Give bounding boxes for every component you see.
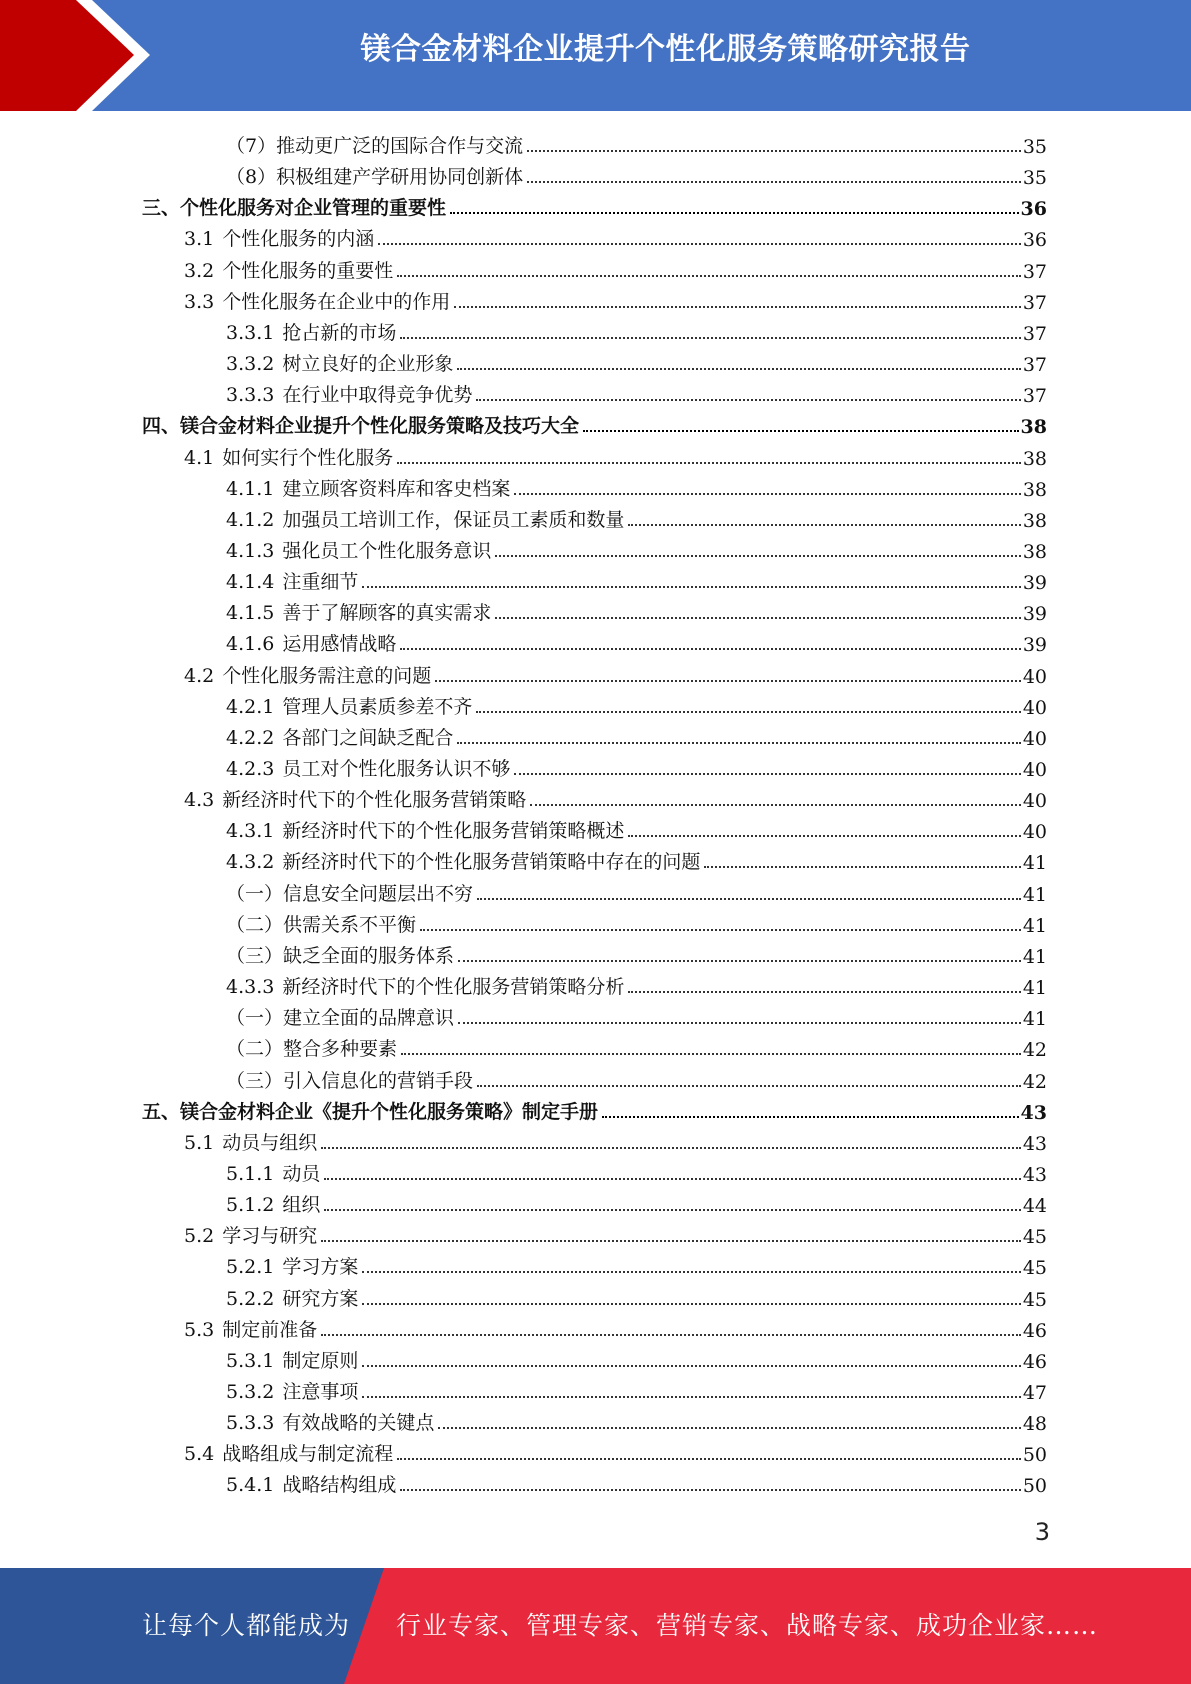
toc-dot-leader [457,368,1020,370]
toc-entry-label [226,1346,360,1373]
toc-entry-text: 新经济时代下的个性化服务营销策略分析 [282,976,625,999]
toc-page-number: 40 [1022,790,1047,813]
toc-entry-label [184,1128,319,1155]
report-title: 镁合金材料企业提升个性化服务策略研究报告 [360,32,971,67]
toc-dot-leader [514,493,1020,495]
toc-entry-label [226,536,493,563]
toc-dot-leader [362,1396,1020,1398]
toc-entry-text: 注重细节 [282,571,359,594]
toc-page-number: 38 [1022,509,1047,532]
toc-entry[interactable] [226,1404,1047,1435]
toc-entry-text: 战略组成与制定流程 [222,1443,394,1466]
toc-entry-text: 各部门之间缺乏配合 [282,726,454,749]
toc-entry-label [226,972,626,999]
toc-entry-number: 4.1.6 [226,633,275,656]
toc-dot-leader [454,306,1021,308]
toc-entry-number: 5.1.2 [226,1194,275,1217]
toc-entry-number: 4.1.1 [226,477,275,500]
toc-entry-text: （二）供需关系不平衡 [226,913,417,936]
toc-entry-text: 动员 [282,1162,321,1185]
toc-entry[interactable] [226,501,1047,532]
toc-dot-leader [324,1209,1020,1211]
toc-dot-leader [438,1427,1020,1429]
toc-entry-number: 4.3.3 [226,976,275,999]
toc-entry-number: 5.4 [184,1443,215,1466]
toc-page-number: 46 [1022,1350,1047,1373]
toc-dot-leader [321,1147,1021,1149]
toc-entry-number: 5.3.1 [226,1349,275,1372]
toc-entry-text: 新经济时代下的个性化服务营销策略概述 [282,820,625,843]
toc-entry-label [226,318,398,345]
toc-entry-label [184,661,433,688]
toc-page-number: 41 [1022,945,1047,968]
toc-entry-label [226,349,455,376]
toc-page-number: 40 [1022,727,1047,750]
toc-dot-leader [362,1303,1020,1305]
toc-entry-number: 5.1.1 [226,1162,275,1185]
toc-dot-leader [362,586,1020,588]
toc-dot-leader [397,275,1021,277]
toc-entry[interactable] [184,781,1047,812]
toc-entry[interactable] [226,1030,1047,1061]
toc-dot-leader [321,1240,1021,1242]
toc-entry-label [226,380,474,407]
toc-entry[interactable] [226,1373,1047,1404]
toc-entry-number: 4.1.2 [226,508,275,531]
toc-entry-text: 加强员工培训工作，保证员工素质和数量 [282,508,625,531]
toc-entry-label [226,1470,398,1497]
toc-entry-text: 战略结构组成 [282,1474,397,1497]
toc-entry[interactable] [226,812,1047,843]
toc-entry[interactable] [226,625,1047,656]
toc-page-number: 43 [1022,1132,1047,1155]
toc-entry-text: 如何实行个性化服务 [222,446,394,469]
toc-dot-leader [477,898,1021,900]
toc-entry-text: 组织 [282,1194,321,1217]
toc-entry[interactable] [226,376,1047,407]
toc-page-number: 38 [1022,478,1047,501]
toc-entry-label [142,411,581,438]
toc-entry-label [226,941,456,968]
toc-entry-text: （8）积极组建产学研用协同创新体 [226,166,524,189]
toc-entry-number: 4.3.1 [226,820,275,843]
toc-entry-text: 四、镁合金材料企业提升个性化服务策略及技巧大全 [142,415,580,438]
toc-dot-leader [401,1053,1021,1055]
toc-dot-leader [458,1022,1021,1024]
toc-entry-number: 3.1 [184,228,215,251]
toc-dot-leader [397,462,1021,464]
toc-entry-label [226,629,398,656]
toc-entry-label [226,847,702,874]
toc-entry-text: 五、镁合金材料企业《提升个性化服务策略》制定手册 [142,1100,599,1123]
toc-entry-text: 制定前准备 [222,1318,318,1341]
toc-dot-leader [420,929,1021,931]
toc-page-number: 36 [1020,198,1047,221]
toc-entry-text: 员工对个性化服务认识不够 [282,758,511,780]
toc-page-number: 40 [1022,696,1047,719]
toc-entry[interactable] [226,688,1047,719]
toc-entry[interactable] [226,1248,1047,1279]
toc-entry-label [226,162,525,189]
toc-entry-label [226,692,474,719]
toc-dot-leader [583,430,1019,432]
toc-page-number: 36 [1022,229,1047,252]
toc-entry[interactable] [226,314,1047,345]
toc-dot-leader [476,711,1020,713]
toc-entry-label [226,505,626,532]
toc-entry-text: 强化员工个性化服务意识 [282,539,492,562]
toc-entry-number: 5.3.3 [226,1412,275,1435]
toc-entry-text: 善于了解顾客的真实需求 [282,602,492,625]
toc-entry-text: 抢占新的市场 [282,321,397,344]
toc-entry[interactable] [226,968,1047,999]
toc-entry[interactable] [142,189,1047,220]
toc-dot-leader [362,1271,1020,1273]
toc-entry-text: 个性化服务需注意的问题 [222,664,432,687]
toc-page-number: 38 [1022,540,1047,563]
toc-dot-leader [514,773,1020,775]
toc-page-number: 40 [1022,821,1047,844]
toc-entry-text: 新经济时代下的个性化服务营销策略中存在的问题 [282,851,701,874]
toc-entry-label [226,1034,399,1061]
toc-page-number: 50 [1022,1475,1047,1498]
toc-entry[interactable] [226,594,1047,625]
toc-entry-label [226,1377,360,1404]
toc-page-number: 39 [1022,603,1047,626]
toc-entry[interactable] [226,1186,1047,1217]
toc-entry-text: 个性化服务的重要性 [222,259,394,282]
toc-entry-number: 5.1 [184,1131,215,1154]
toc-page-number: 41 [1022,852,1047,875]
toc-entry-number: 5.3 [184,1318,215,1341]
toc-entry[interactable] [226,843,1047,874]
toc-entry-text: 注意事项 [282,1381,359,1403]
toc-entry-label [226,598,493,625]
toc-entry[interactable] [184,283,1047,314]
toc-entry-label [226,567,360,594]
toc-page-number: 41 [1022,914,1047,937]
toc-dot-leader [477,1085,1021,1087]
toc-entry-number: 4.2.3 [226,758,275,780]
toc-dot-leader [397,1458,1021,1460]
toc-entry[interactable] [226,750,1047,781]
toc-page-number: 45 [1022,1257,1047,1280]
toc-entry[interactable] [226,158,1047,189]
toc-entry-text: 管理人员素质参差不齐 [282,695,473,718]
toc-entry-label [226,816,626,843]
toc-page-number: 37 [1022,291,1047,314]
toc-entry-number: 3.3.3 [226,384,275,407]
toc-entry-label [226,910,418,937]
toc-entry-label [226,723,455,750]
toc-entry-number: 4.2.1 [226,695,275,718]
toc-page-number: 43 [1022,1163,1047,1186]
toc-entry-label [184,224,376,251]
toc-entry-text: 三、个性化服务对企业管理的重要性 [142,197,447,220]
toc-entry-text: 制定原则 [282,1349,359,1372]
toc-page-number: 41 [1022,883,1047,906]
toc-entry-text: 学习与研究 [222,1225,318,1248]
toc-dot-leader [435,680,1021,682]
toc-entry-label [184,785,528,812]
toc-dot-leader [628,991,1020,993]
toc-dot-leader [704,866,1020,868]
toc-page-number: 37 [1022,260,1047,283]
toc-entry-text: 学习方案 [282,1256,359,1279]
toc-dot-leader [400,337,1020,339]
toc-entry[interactable] [226,1280,1047,1311]
toc-page-number: 45 [1022,1288,1047,1311]
toc-entry-number: 4.2.2 [226,726,275,749]
toc-page-number: 39 [1022,572,1047,595]
toc-dot-leader [378,243,1021,245]
page-footer [0,1568,1191,1684]
toc-dot-leader [495,617,1020,619]
toc-entry[interactable] [226,999,1047,1030]
toc-entry[interactable] [226,1062,1047,1093]
toc-dot-leader [458,960,1021,962]
toc-entry-text: 新经济时代下的个性化服务营销策略 [222,789,527,812]
toc-dot-leader [362,1365,1020,1367]
toc-entry-label [226,754,512,781]
toc-entry-number: 5.2 [184,1225,215,1248]
toc-entry-label [226,1159,322,1186]
toc-entry-text: 个性化服务在企业中的作用 [222,290,451,313]
toc-entry-label [184,287,452,314]
toc-entry[interactable] [226,532,1047,563]
toc-page-number: 40 [1022,665,1047,688]
toc-entry-number: 5.3.2 [226,1381,275,1403]
toc-entry[interactable] [226,563,1047,594]
toc-page-number: 35 [1022,136,1047,158]
toc-entry-label [184,1439,395,1466]
toc-entry[interactable] [226,906,1047,937]
toc-dot-leader [457,742,1020,744]
toc-entry-number: 3.3.1 [226,321,275,344]
toc-entry-label [184,1315,319,1342]
toc-page-number: 50 [1022,1444,1047,1467]
toc-entry-text: 动员与组织 [222,1131,318,1154]
toc-entry[interactable] [226,719,1047,750]
toc-entry-text: （7）推动更广泛的国际合作与交流 [226,135,524,157]
toc-entry-number: 4.3 [184,789,215,812]
page-number: 3 [1034,1518,1050,1546]
toc-dot-leader [527,150,1021,152]
toc-page-number: 38 [1022,447,1047,470]
toc-entry[interactable] [226,1466,1047,1497]
toc-dot-leader [602,1116,1019,1118]
toc-entry[interactable] [184,1435,1047,1466]
toc-page-number: 37 [1022,322,1047,345]
toc-entry[interactable] [226,470,1047,501]
toc-entry[interactable] [226,345,1047,376]
toc-entry-number: 3.3 [184,290,215,313]
footer-slogan-right: 行业专家、管理专家、营销专家、战略专家、成功企业家…… [396,1611,1099,1640]
toc-page-number: 46 [1022,1319,1047,1342]
toc-entry-label [226,1066,475,1093]
toc-dot-leader [400,648,1020,650]
toc-entry-number: 4.1.5 [226,602,275,625]
toc-entry[interactable] [226,1342,1047,1373]
toc-page-number: 37 [1022,385,1047,408]
toc-entry-label [142,1097,600,1124]
toc-page-number: 42 [1022,1070,1047,1093]
toc-entry-text: 建立顾客资料库和客史档案 [282,477,511,500]
toc-entry[interactable] [184,252,1047,283]
toc-page-number: 38 [1020,416,1047,439]
toc-entry-label [142,193,448,220]
toc-entry-label [226,474,512,501]
toc-entry[interactable] [184,220,1047,251]
toc-page-number: 35 [1022,167,1047,190]
toc-entry-number: 4.1.3 [226,539,275,562]
toc-dot-leader [321,1334,1021,1336]
toc-entry-text: （一）信息安全问题层出不穷 [226,882,474,905]
toc-entry-number: 5.2.1 [226,1256,275,1279]
toc-dot-leader [527,181,1021,183]
toc-entry-text: 运用感情战略 [282,633,397,656]
toc-entry-number: 3.2 [184,259,215,282]
toc-page-number: 45 [1022,1226,1047,1249]
toc-entry-number: 5.4.1 [226,1474,275,1497]
toc-entry-label [184,1221,319,1248]
toc-entry[interactable] [142,407,1047,438]
toc-entry[interactable] [142,1093,1047,1124]
toc-dot-leader [495,555,1020,557]
toc-page-number: 40 [1022,759,1047,781]
toc-dot-leader [628,524,1020,526]
toc-entry-label [184,443,395,470]
toc-page-number: 42 [1022,1039,1047,1062]
toc-entry-label [226,1252,360,1279]
toc-entry[interactable] [184,1124,1047,1155]
toc-entry[interactable] [184,1217,1047,1248]
toc-entry-label [184,256,395,283]
toc-dot-leader [530,804,1021,806]
toc-entry[interactable] [226,127,1047,158]
toc-entry-text: 树立良好的企业形象 [282,353,454,376]
toc-page-number: 39 [1022,634,1047,657]
toc-entry-number: 5.2.2 [226,1287,275,1310]
toc-entry-number: 4.2 [184,664,215,687]
toc-entry-text: 个性化服务的内涵 [222,228,375,251]
toc-dot-leader [628,835,1020,837]
toc-entry-label [226,879,475,906]
toc-entry-text: （三）引入信息化的营销手段 [226,1069,474,1092]
toc-entry-number: 4.3.2 [226,851,275,874]
toc-entry[interactable] [226,1155,1047,1186]
toc-page-number: 44 [1022,1195,1047,1218]
toc-entry-text: 研究方案 [282,1287,359,1310]
toc-entry-number: 3.3.2 [226,353,275,376]
footer-slogan-left: 让每个人都能成为 [142,1611,351,1640]
toc-page-number: 41 [1022,1008,1047,1031]
toc-entry[interactable] [184,657,1047,688]
page-header [0,0,1191,111]
toc-entry[interactable] [184,1311,1047,1342]
toc-entry-text: 在行业中取得竞争优势 [282,384,473,407]
toc-entry-label [226,1408,436,1435]
toc-entry-number: 4.1 [184,446,215,469]
toc-dot-leader [324,1178,1020,1180]
toc-entry-label [226,1190,322,1217]
toc-entry-text: （二）整合多种要素 [226,1038,398,1061]
toc-dot-leader [450,212,1019,214]
toc-entry-label [226,131,525,158]
toc-entry-label [226,1003,456,1030]
toc-entry[interactable] [226,875,1047,906]
toc-entry-text: 有效战略的关键点 [282,1412,435,1435]
toc-dot-leader [476,399,1020,401]
toc-entry-text: （一）建立全面的品牌意识 [226,1007,455,1030]
toc-entry[interactable] [184,439,1047,470]
toc-entry-label [226,1284,360,1311]
toc-entry-text: （三）缺乏全面的服务体系 [226,944,455,967]
toc-page-number: 47 [1022,1382,1047,1404]
toc-entry-number: 4.1.4 [226,571,275,594]
toc-entry[interactable] [226,937,1047,968]
toc-dot-leader [400,1489,1020,1491]
toc-page-number: 43 [1020,1101,1047,1124]
toc-page-number: 48 [1022,1413,1047,1436]
toc-page-number: 41 [1022,977,1047,1000]
toc-page-number: 37 [1022,354,1047,377]
